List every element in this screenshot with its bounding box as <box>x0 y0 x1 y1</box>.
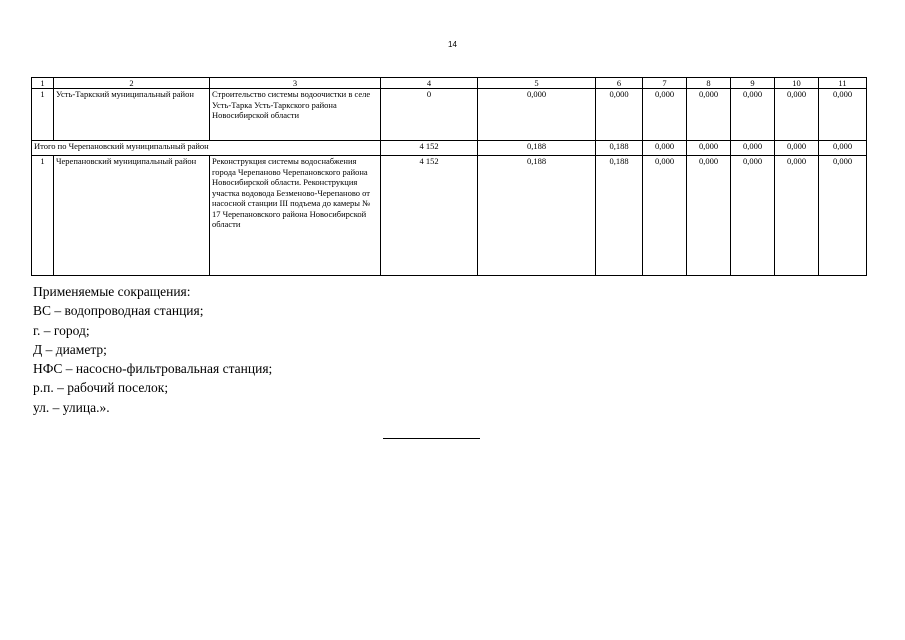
column-number-cell: 4 <box>381 78 478 89</box>
value-cell: 0 <box>381 89 478 141</box>
value-cell: 0,000 <box>775 156 819 276</box>
value-cell: 0,000 <box>596 89 643 141</box>
value-cell: 0,000 <box>731 156 775 276</box>
value-cell: 0,000 <box>819 156 867 276</box>
value-cell: 0,188 <box>478 141 596 156</box>
value-cell: 0,000 <box>687 89 731 141</box>
value-cell: 4 152 <box>381 141 478 156</box>
page-number: 14 <box>448 40 457 49</box>
value-cell: 0,188 <box>596 156 643 276</box>
column-number-cell: 9 <box>731 78 775 89</box>
district-cell: Усть-Таркский муниципальный район <box>54 89 210 141</box>
table-row <box>32 89 867 141</box>
column-number-cell: 8 <box>687 78 731 89</box>
value-cell: 0,000 <box>643 89 687 141</box>
value-cell: 0,188 <box>478 156 596 276</box>
value-cell: 0,000 <box>775 141 819 156</box>
row-number: 1 <box>32 156 54 276</box>
column-number-cell: 2 <box>54 78 210 89</box>
value-cell: 0,188 <box>596 141 643 156</box>
column-number-cell: 7 <box>643 78 687 89</box>
column-number-cell: 1 <box>32 78 54 89</box>
value-cell: 0,000 <box>687 156 731 276</box>
abbreviation-item: ВС – водопроводная станция; <box>33 303 204 319</box>
abbreviations-title: Применяемые сокращения: <box>33 284 191 299</box>
total-row <box>32 141 867 156</box>
value-cell: 0,000 <box>819 141 867 156</box>
total-label: Итого по Черепановский муниципальный район <box>32 141 381 156</box>
column-number-row <box>32 78 867 89</box>
column-number-cell: 6 <box>596 78 643 89</box>
value-cell: 4 152 <box>381 156 478 276</box>
value-cell: 0,000 <box>731 141 775 156</box>
table-row <box>32 156 867 276</box>
data-table <box>31 77 867 276</box>
value-cell: 0,000 <box>687 141 731 156</box>
abbreviation-item: Д – диаметр; <box>33 341 107 357</box>
value-cell: 0,000 <box>775 89 819 141</box>
value-cell: 0,000 <box>731 89 775 141</box>
abbreviation-item: р.п. – рабочий поселок; <box>33 380 169 396</box>
abbreviations-section <box>33 282 272 417</box>
value-cell: 0,000 <box>643 156 687 276</box>
column-number-cell: 3 <box>210 78 381 89</box>
value-cell: 0,000 <box>819 89 867 141</box>
end-separator-line <box>383 438 480 439</box>
value-cell: 0,000 <box>643 141 687 156</box>
abbreviation-item: НФС – насосно-фильтровальная станция; <box>33 361 273 377</box>
district-cell: Черепановский муниципальный район <box>54 156 210 276</box>
abbreviation-item: ул. – улица.». <box>33 399 110 415</box>
project-cell: Реконструкция системы водоснабжения города Черепаново Черепановского района Новосибирской области. Реконструкция участка водовода Безменово-Черепаново от насосной станции III подъема до камеры № 17 Черепановского района Новосибирской области <box>210 156 381 276</box>
project-cell: Строительство системы водоочистки в селе Усть-Тарка Усть-Таркского района Новосибирской области <box>210 89 381 141</box>
row-number: 1 <box>32 89 54 141</box>
column-number-cell: 11 <box>819 78 867 89</box>
value-cell: 0,000 <box>478 89 596 141</box>
column-number-cell: 10 <box>775 78 819 89</box>
column-number-cell: 5 <box>478 78 596 89</box>
abbreviation-item: г. – город; <box>33 322 90 338</box>
